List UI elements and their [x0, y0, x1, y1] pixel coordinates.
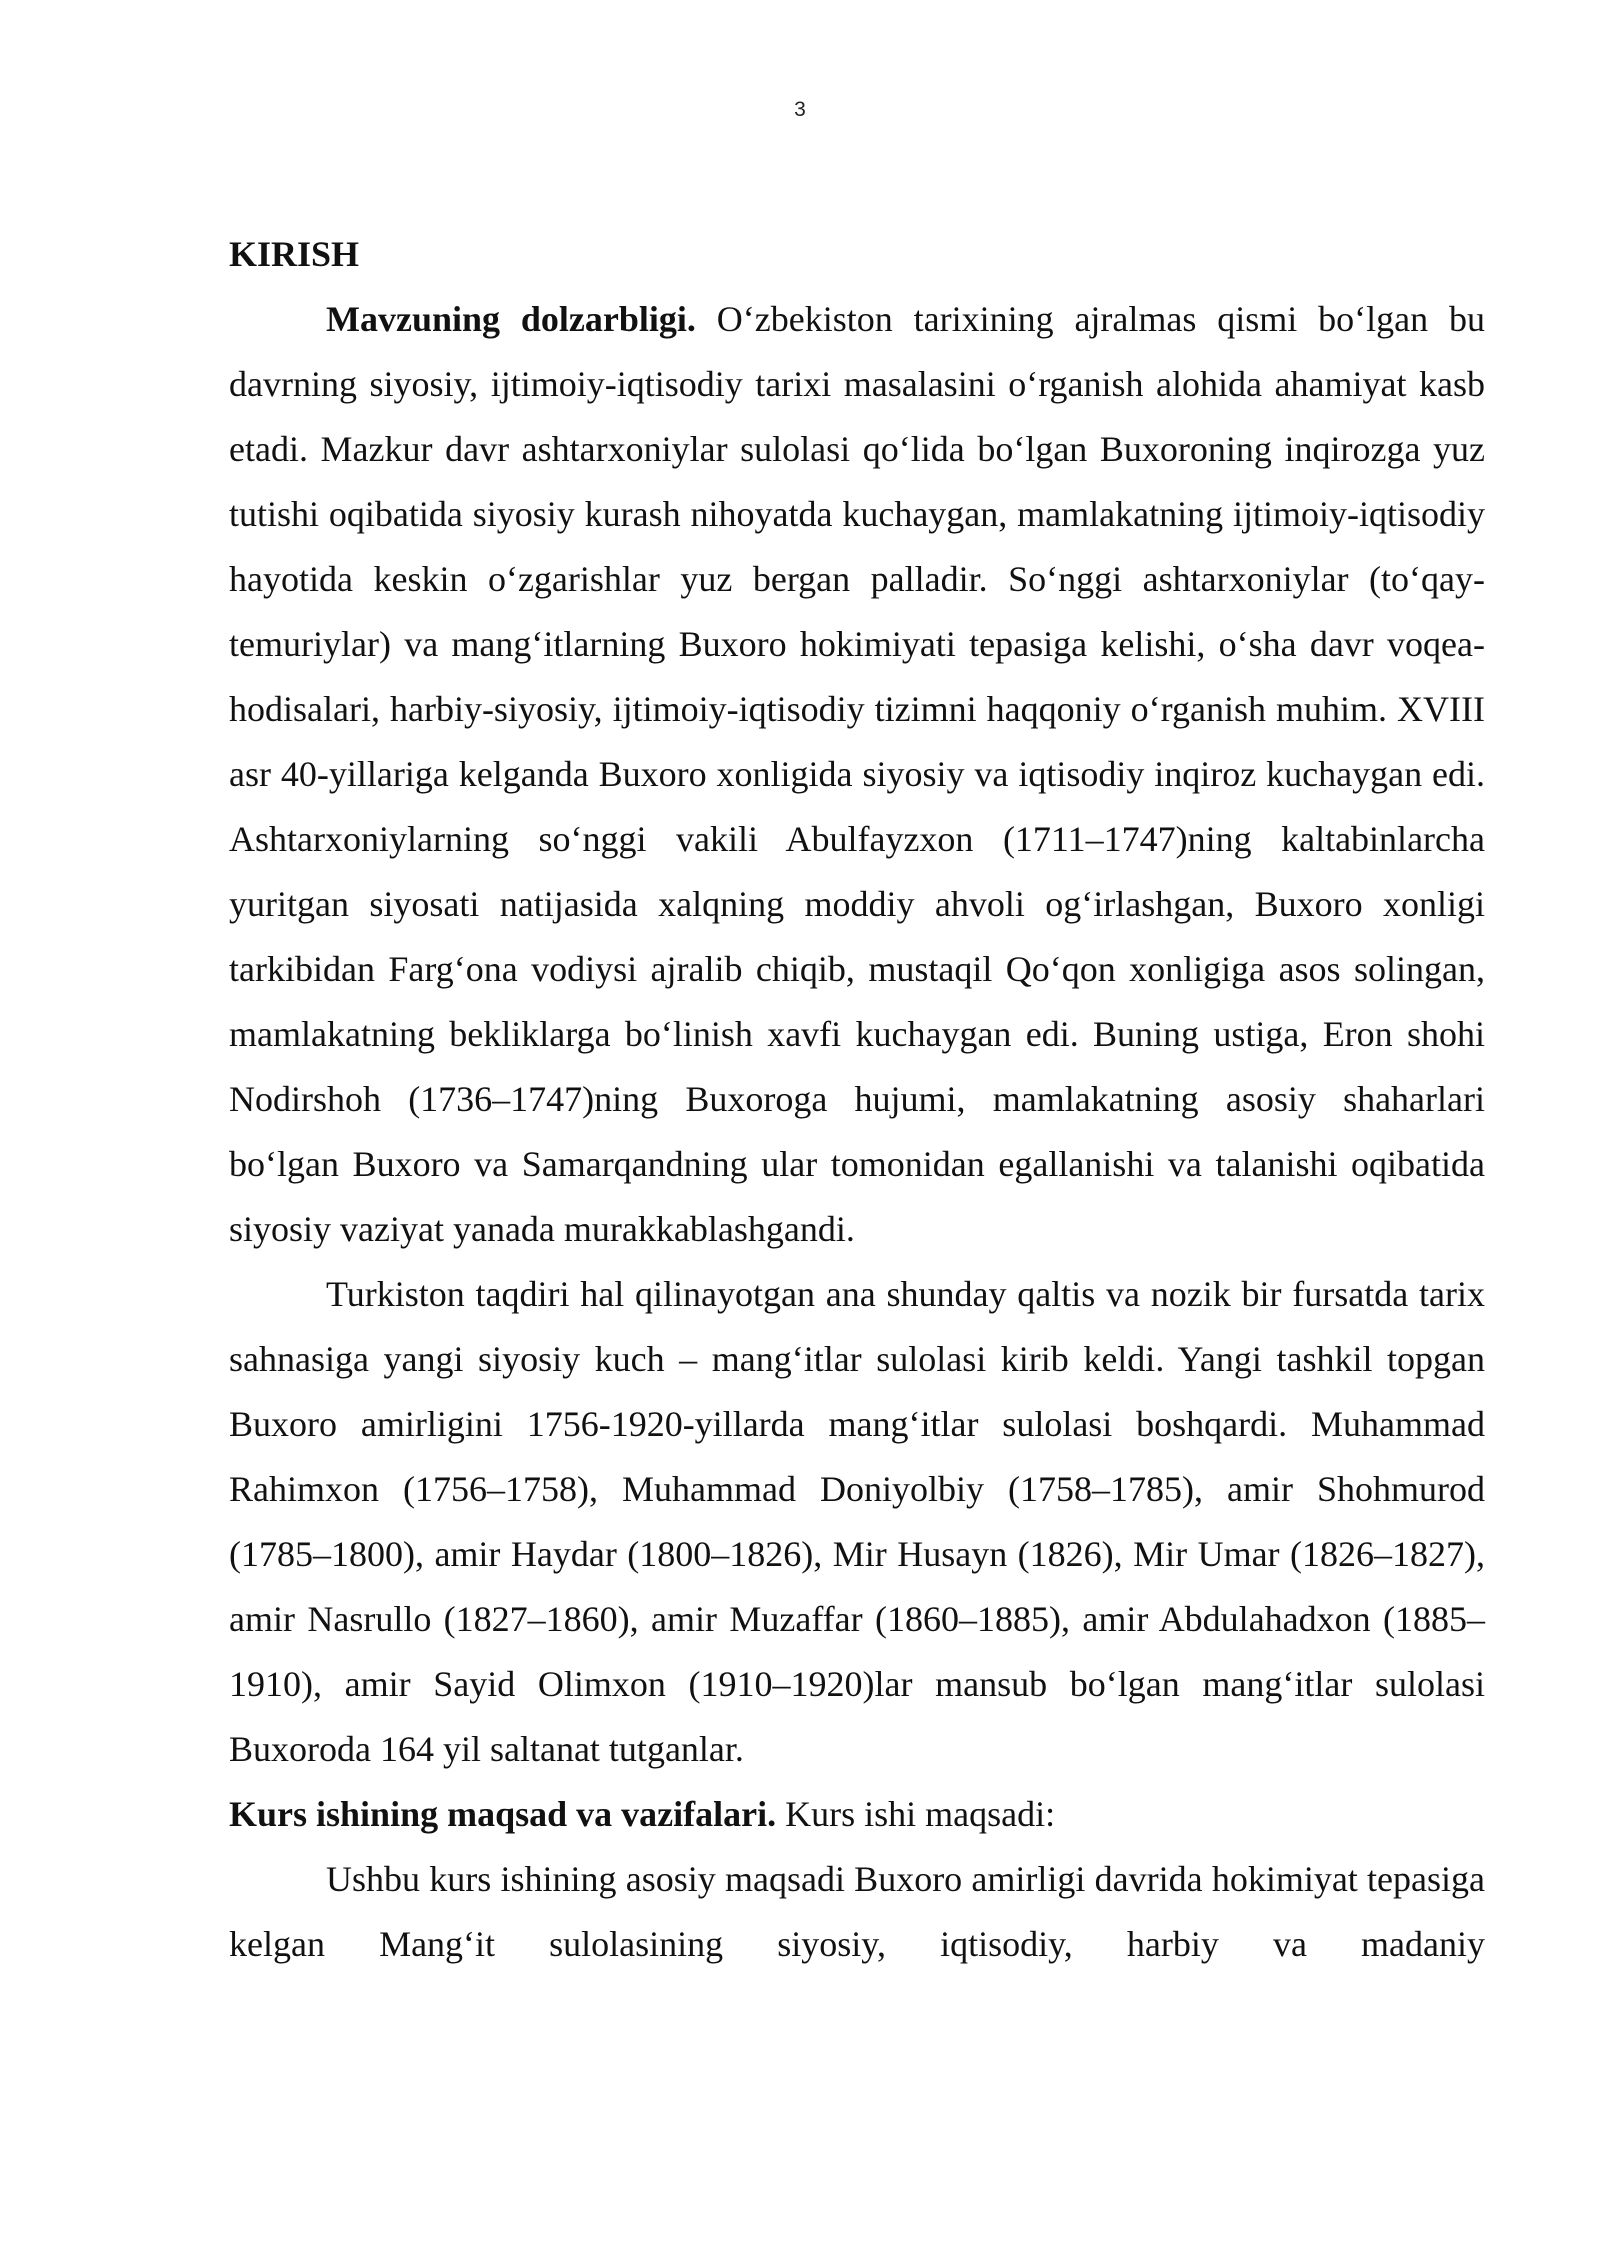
paragraph-relevance [229, 287, 1485, 1262]
paragraph-dynasty [229, 1262, 1485, 1782]
paragraph-lead-relevance: Mavzuning dolzarbligi. [326, 299, 696, 339]
page-number: 3 [794, 98, 806, 121]
paragraph-text: Turkiston taqdiri hal qilinayotgan ana shunday qaltis va nozik bir fursatda tarix sahnasiga yangi siyosiy kuch – mang‘itlar sulolasi kirib keldi. Yangi tashkil topgan Buxoro amirligini 1756-1920-yillarda mang‘itlar sulolasi boshqardi. Muhammad Rahimxon (1756–1758), Muhammad Doniyolbiy (1758–1785), amir Shohmurod (1785–1800), amir Haydar (1800–1826), Mir Husayn (1826), Mir Umar (1826–1827), amir Nasrullo (1827–1860), amir Muzaffar (1860–1885), amir Abdulahadxon (1885–1910), amir Sayid Olimxon (1910–1920)lar mansub bo‘lgan mang‘itlar sulolasi Buxoroda 164 yil saltanat tutganlar. [229, 1274, 1485, 1769]
paragraph-lead-tail: Kurs ishi maqsadi: [776, 1794, 1056, 1834]
paragraph-goals-heading [229, 1782, 1485, 1847]
paragraph-lead-goals: Kurs ishining maqsad va vazifalari. [229, 1794, 777, 1834]
paragraph-goal-text [229, 1847, 1485, 1977]
document-body [229, 222, 1485, 1977]
section-heading: KIRISH [229, 234, 360, 274]
paragraph-text: Ushbu kurs ishining asosiy maqsadi Buxoro amirligi davrida hokimiyat tepasiga kelgan Mang‘it sulolasining siyosiy, iqtisodiy, harbiy va madaniy [229, 1859, 1485, 1964]
paragraph-text: O‘zbekiston tarixining ajralmas qismi bo‘lgan bu davrning siyosiy, ijtimoiy-iqtisodiy tarixi masalasini o‘rganish alohida ahamiyat kasb etadi. Mazkur davr ashtarxoniylar sulolasi qo‘lida bo‘lgan Buxoroning inqirozga yuz tutishi oqibatida siyosiy kurash nihoyatda kuchaygan, mamlakatning ijtimoiy-iqtisodiy hayotida keskin o‘zgarishlar yuz bergan palladir. So‘nggi ashtarxoniylar (to‘qay-temuriylar) va mang‘itlarning Buxoro hokimiyati tepasiga kelishi, o‘sha davr voqea-hodisalari, harbiy-siyosiy, ijtimoiy-iqtisodiy tizimni haqqoniy o‘rganish muhim. XVIII asr 40-yillariga kelganda Buxoro xonligida siyosiy va iqtisodiy inqiroz kuchaygan edi. Ashtarxoniylarning so‘nggi vakili Abulfayzxon (1711–1747)ning kaltabinlarcha yuritgan siyosati natijasida xalqning moddiy ahvoli og‘irlashgan, Buxoro xonligi tarkibidan Farg‘ona vodiysi ajralib chiqib, mustaqil Qo‘qon xonligiga asos solingan, mamlakatning bekliklarga bo‘linish xavfi kuchaygan edi. Buning ustiga, Eron shohi Nodirshoh (1736–1747)ning Buxoroga hujumi, mamlakatning asosiy shaharlari bo‘lgan Buxoro va Samarqandning ular tomonidan egallanishi va talanishi oqibatida siyosiy vaziyat yanada murakkablashgandi. [229, 299, 1485, 1249]
